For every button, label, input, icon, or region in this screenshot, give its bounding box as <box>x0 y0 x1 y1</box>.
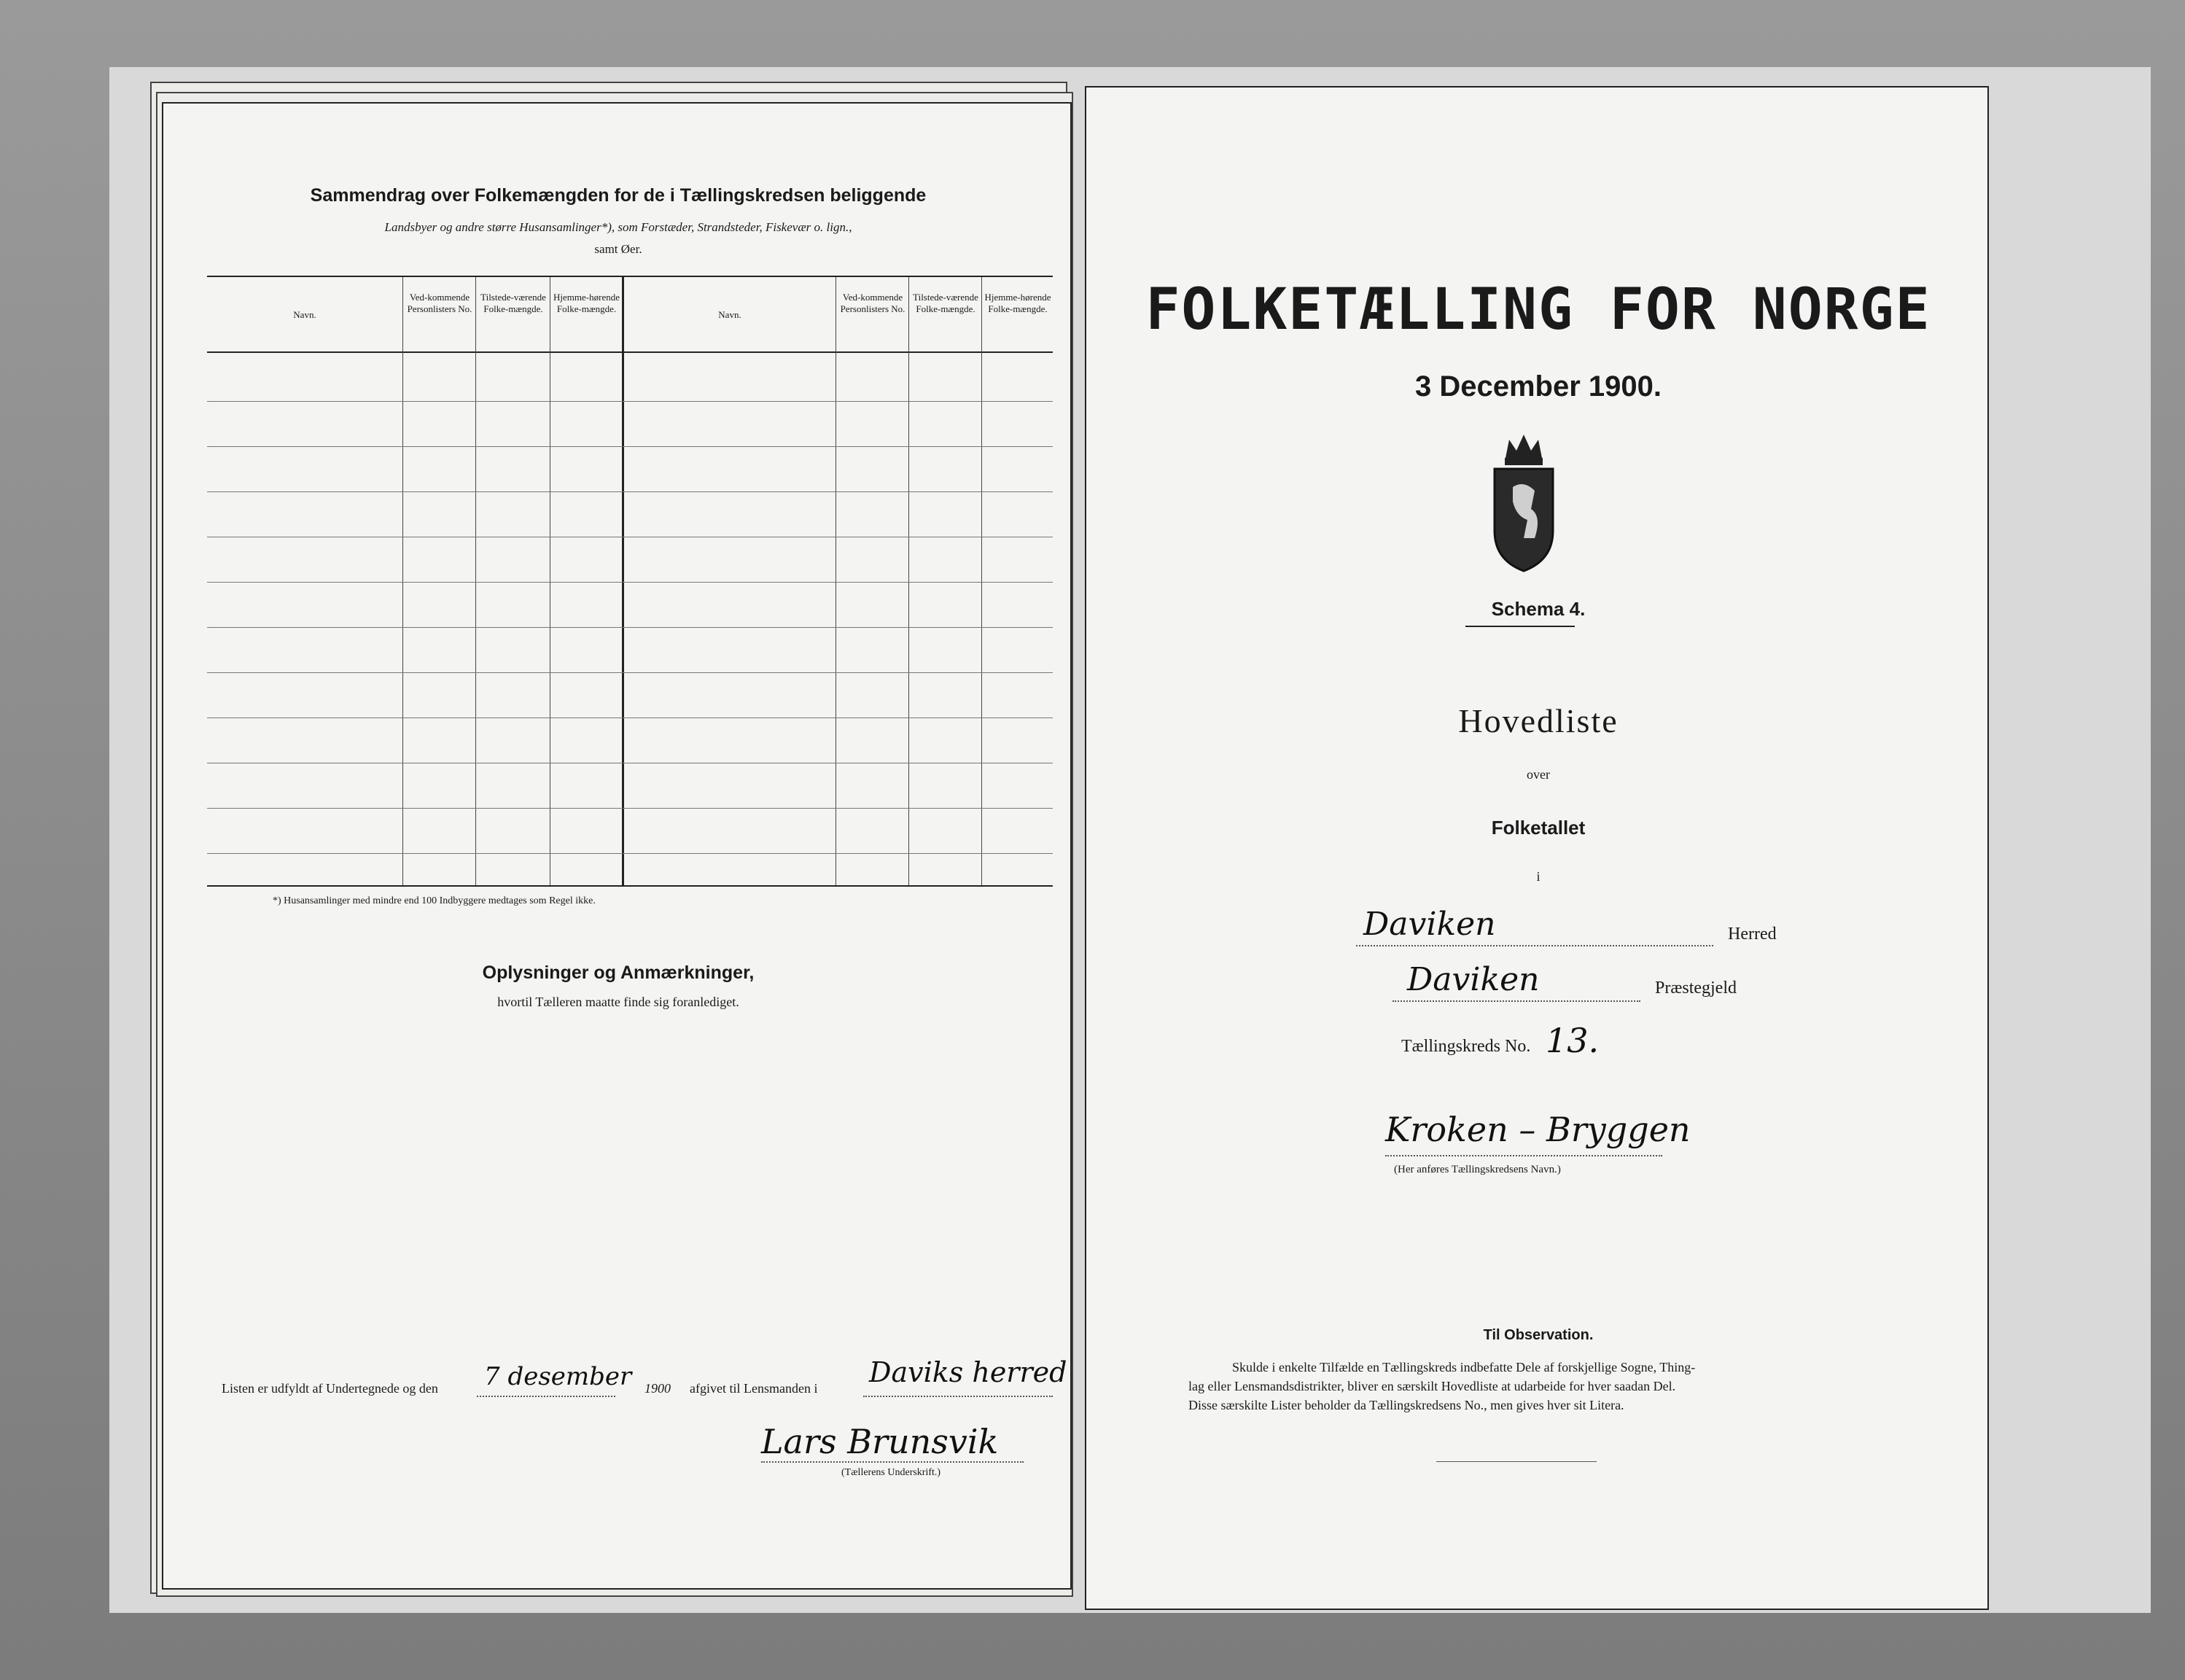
table-bottom-rule <box>207 885 1053 887</box>
kreds-name-caption: (Her anføres Tællingskredsens Navn.) <box>1394 1164 1561 1175</box>
observation-line: Skulde i enkelte Tilfælde en Tællingskreds indbefatte Dele af forskjellige Sogne, Thing- <box>1232 1360 1696 1374</box>
closing-date-handwritten: 7 desember <box>484 1362 632 1391</box>
col-header-personlister-2: Ved-kommende Personlisters No. <box>840 292 905 314</box>
prestegjeld-line <box>1393 1000 1640 1002</box>
table-row <box>207 401 1053 402</box>
col-divider <box>475 277 476 885</box>
herred-label: Herred <box>1728 925 1777 944</box>
over-label: over <box>1527 767 1550 782</box>
summary-heading: Sammendrag over Folkemængden for de i Tællingskredsen beliggende <box>310 185 927 206</box>
notes-subheading: hvortil Tælleren maatte finde sig foranlediget. <box>497 995 739 1009</box>
col-header-personlister: Ved-kommende Personlisters No. <box>407 292 472 314</box>
observation-line: lag eller Lensmandsdistrikter, bliver en særskilt Hovedliste at udarbeide for hver saadan Del. <box>1188 1379 1676 1393</box>
table-row <box>207 853 1053 854</box>
kreds-number-handwritten: 13. <box>1546 1021 1600 1060</box>
table-row <box>207 446 1053 447</box>
kreds-name-line <box>1385 1155 1662 1156</box>
census-title: FOLKETÆLLING FOR NORGE <box>1145 277 1931 343</box>
herred-line <box>1356 945 1713 946</box>
observation-heading: Til Observation. <box>1483 1327 1594 1343</box>
col-header-tilstede-2: Tilstede-værende Folke-mængde. <box>913 292 978 314</box>
census-date: 3 December 1900. <box>1414 370 1662 402</box>
date-line <box>477 1396 615 1397</box>
folketallet-label: Folketallet <box>1491 817 1586 839</box>
place-line <box>863 1396 1053 1397</box>
enumerator-signature: Lars Brunsvik <box>761 1422 999 1461</box>
observation-text <box>1188 1358 1917 1415</box>
col-divider-center <box>622 277 624 885</box>
col-header-hjemme: Hjemme-hørende Folke-mængde. <box>553 292 620 314</box>
table-header-rule <box>207 351 1053 353</box>
closing-text-2: afgivet til Lensmanden i <box>690 1381 818 1396</box>
summary-subheading-2: samt Øer. <box>594 242 642 256</box>
col-header-tilstede: Tilstede-værende Folke-mængde. <box>480 292 546 314</box>
closing-text-1: Listen er udfyldt af Undertegnede og den <box>222 1381 438 1396</box>
col-divider <box>908 277 909 885</box>
kreds-name-handwritten: Kroken – Bryggen <box>1385 1110 1691 1149</box>
table-row <box>207 808 1053 809</box>
herred-handwritten: Daviken <box>1363 906 1496 943</box>
table-row <box>207 491 1053 492</box>
closing-year: 1900 <box>644 1381 671 1396</box>
schema-label: Schema 4. <box>1491 598 1586 620</box>
col-header-navn: Navn. <box>293 309 316 320</box>
table-row <box>207 672 1053 673</box>
prestegjeld-label: Præstegjeld <box>1655 979 1737 998</box>
table-row <box>207 582 1053 583</box>
prestegjeld-handwritten: Daviken <box>1407 961 1540 998</box>
coat-of-arms-icon <box>1473 429 1575 575</box>
closing-rule <box>1436 1461 1597 1462</box>
summary-subheading-1: Landsbyer og andre større Husansamlinger*), som Forstæder, Strandsteder, Fiskevær o. lign., <box>384 220 852 234</box>
table-top-rule <box>207 276 1053 277</box>
col-header-hjemme-2: Hjemme-hørende Folke-mængde. <box>984 292 1051 314</box>
schema-underline <box>1465 626 1575 627</box>
kreds-label: Tællingskreds No. <box>1401 1037 1531 1056</box>
col-divider <box>981 277 982 885</box>
col-divider <box>402 277 403 885</box>
i-label: i <box>1536 869 1541 884</box>
observation-line: Disse særskilte Lister beholder da Tællingskredsens No., men gives hver sit Litera. <box>1188 1398 1624 1412</box>
table-footnote: *) Husansamlinger med mindre end 100 Indbyggere medtages som Regel ikke. <box>273 895 596 906</box>
left-page <box>162 102 1072 1590</box>
right-page <box>1085 86 1989 1610</box>
notes-heading: Oplysninger og Anmærkninger, <box>482 962 755 983</box>
closing-place-handwritten: Daviks herred <box>869 1356 1067 1388</box>
list-title: Hovedliste <box>1458 702 1619 739</box>
signature-line <box>761 1461 1024 1463</box>
col-header-navn-2: Navn. <box>718 309 741 320</box>
signature-caption: (Tællerens Underskrift.) <box>841 1467 941 1478</box>
table-row <box>207 627 1053 628</box>
